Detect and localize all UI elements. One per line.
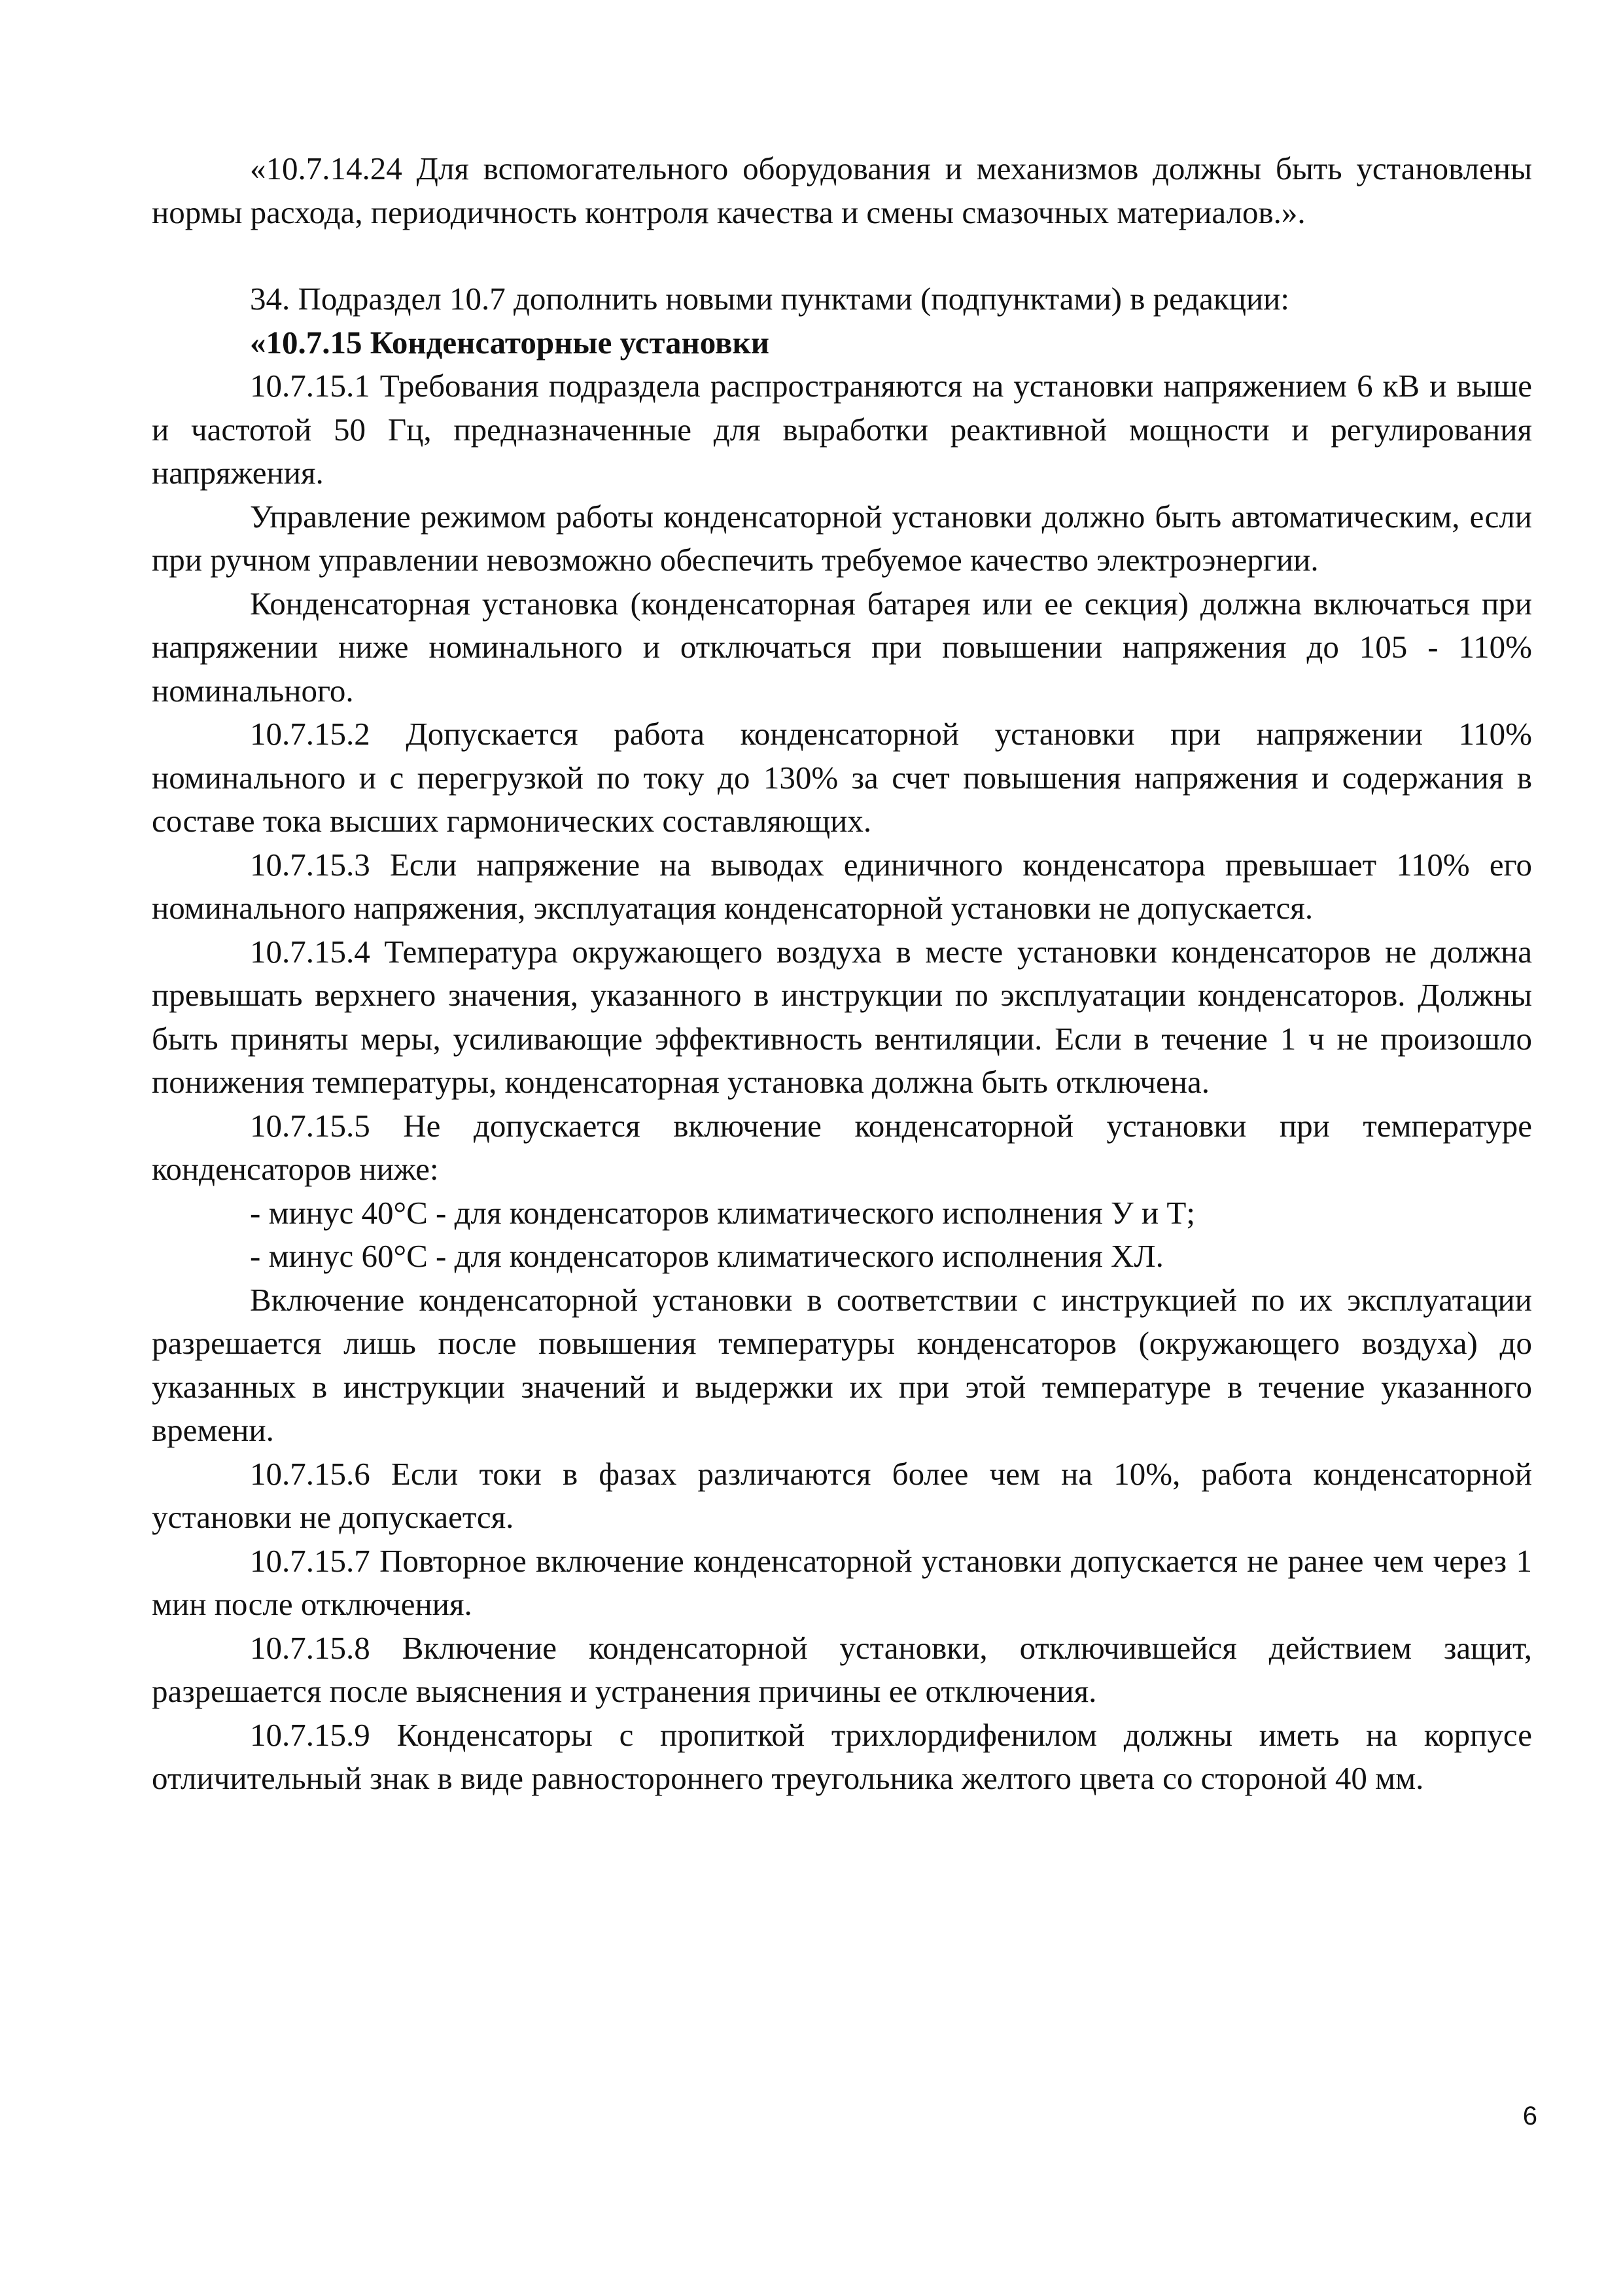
list-item-minus-60: - минус 60°С - для конденсаторов климатического исполнения ХЛ. [250,1238,1164,1274]
paragraph-10-7-15-1: 10.7.15.1 Требования подраздела распространяются на установки напряжением 6 кВ и выше и частотой 50 Гц, предназначенные для выработки реактивной мощности и регулирования напряжения. [152,368,1532,491]
paragraph-10-7-15-7: 10.7.15.7 Повторное включение конденсаторной установки допускается не ранее чем через 1 мин после отключения. [152,1542,1532,1622]
paragraph-10-7-15-6: 10.7.15.6 Если токи в фазах различаются более чем на 10%, работа конденсаторной установки не допускается. [152,1455,1532,1535]
document-body [152,147,1532,1801]
paragraph-10-7-15-8: 10.7.15.8 Включение конденсаторной установки, отключившейся действием защит, разрешается после выяснения и устранения причины ее отключения. [152,1629,1532,1709]
page-number: 6 [1522,2102,1537,2130]
paragraph-10-7-15-2: 10.7.15.2 Допускается работа конденсаторной установки при напряжении 110% номинального и с перегрузкой по току до 130% за счет повышения напряжения и содержания в составе тока высших гармонических составляющих. [152,716,1532,839]
paragraph-10-7-14-24: «10.7.14.24 Для вспомогательного оборудования и механизмов должны быть установлены нормы расхода, периодичность контроля качества и смены смазочных материалов.». [152,150,1532,230]
paragraph-10-7-15-9: 10.7.15.9 Конденсаторы с пропиткой трихлордифенилом должны иметь на корпусе отличительный знак в виде равностороннего треугольника желтого цвета со стороной 40 мм. [152,1716,1532,1796]
paragraph-item-34: 34. Подраздел 10.7 дополнить новыми пунктами (подпунктами) в редакции: [250,281,1290,317]
section-heading-10-7-15: «10.7.15 Конденсаторные установки [250,324,769,361]
paragraph-control-mode: Управление режимом работы конденсаторной установки должно быть автоматическим, если при ручном управлении невозможно обеспечить требуемое качество электроэнергии. [152,498,1532,578]
paragraph-10-7-15-3: 10.7.15.3 Если напряжение на выводах единичного конденсатора превышает 110% его номинального напряжения, эксплуатация конденсаторной установки не допускается. [152,846,1532,926]
paragraph-10-7-15-5: 10.7.15.5 Не допускается включение конденсаторной установки при температуре конденсаторов ниже: [152,1107,1532,1187]
list-item-minus-40: - минус 40°С - для конденсаторов климатического исполнения У и Т; [250,1194,1195,1231]
paragraph-switching-voltage: Конденсаторная установка (конденсаторная батарея или ее секция) должна включаться при напряжении ниже номинального и отключаться при повышении напряжения до 105 - 110% номинального. [152,585,1532,709]
paragraph-10-7-15-4: 10.7.15.4 Температура окружающего воздуха в месте установки конденсаторов не должна превышать верхнего значения, указанного в инструкции по эксплуатации конденсаторов. Должны быть приняты меры, усиливающие эффективность вентиляции. Если в течение 1 ч не произошло понижения температуры, конденсаторная установка должна быть отключена. [152,933,1532,1100]
paragraph-switching-permission: Включение конденсаторной установки в соответствии с инструкцией по их эксплуатации разрешается лишь после повышения температуры конденсаторов (окружающего воздуха) до указанных в инструкции значений и выдержки их при этой температуре в течение указанного времени. [152,1281,1532,1448]
